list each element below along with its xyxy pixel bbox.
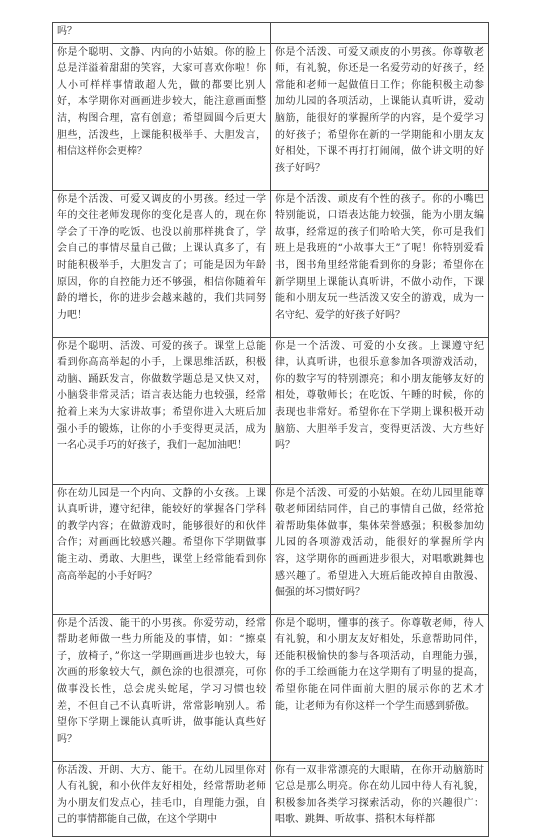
comment-table	[52, 22, 489, 837]
table-row	[53, 614, 489, 761]
table-cell: 你是个聪明、文静、内向的小姑娘。你的脸上总是洋溢着甜甜的笑容，大家可喜欢你啦！你人小可样样事情敢超人先，做的都要比别人好，本学期你对画画进步较大，能注意画面整洁，构图合理，富有创意；希望圆圆今后更大胆些，活泼些，上课能积极举手、大胆发言，相信这样你会更棒？	[53, 43, 271, 190]
table-row	[53, 484, 489, 614]
table-cell: 你是个活泼、能干的小男孩。你爱劳动，经常帮助老师做一些力所能及的事情，如：“擦桌子，放椅子，”你这一学期画画进步也较大，每次画的形象较大气，颜色涂的也很漂亮，可你做事没长性，总会虎头蛇尾，学习习惯也较差，不但自己不认真听讲，常常影响别人。希望你下学期上课能认真听讲，做事能认真些好吗？	[53, 614, 271, 761]
table-row	[53, 23, 489, 44]
table-row	[53, 43, 489, 190]
table-cell: 你是个聪明，懂事的孩子。你尊敬老师，待人有礼貌，和小朋友友好相处，乐意帮助同伴，还能积极愉快的参与各项活动，自理能力强，你的手工绘画能力在这学期有了明显的提高，希望你能在同伴面前大胆的展示你的艺术才能，让老师为有你这样一个学生而感到骄傲。	[271, 614, 489, 761]
table-cell: 你有一双非常漂亮的大眼睛，在你开动脑筋时它总是那么明亮。你在幼儿园中待人有礼貌，积极参加各类学习探索活动，你的兴趣很广：唱歌、跳舞、听故事、搭积木每样都	[271, 761, 489, 836]
table-row	[53, 337, 489, 484]
table-cell: 你是个活泼、可爱的小姑娘。在幼儿园里能尊敬老师团结同伴，自己的事情自己做，经常抢着帮助集体做事，集体荣誉感强；积极参加幼儿园的各项游戏活动，能很好的掌握所学内容，这学期你的画画进步很大，对唱歌跳舞也感兴趣了。希望进入大班后能改掉自由散漫、倔强的坏习惯好吗？	[271, 484, 489, 614]
table-row	[53, 761, 489, 836]
table-cell: 你在幼儿园是一个内向、文静的小女孩。上课认真听讲，遵守纪律，能较好的掌握各门学科的教学内容；在做游戏时，能够很好的和伙伴合作；对画画比较感兴趣。希望你下学期做事能主动、勇敢、大胆些，课堂上经常能看到你高高举起的小手好吗？	[53, 484, 271, 614]
table-row	[53, 190, 489, 337]
table-cell: 吗？	[53, 23, 271, 44]
table-cell: 你是一个活泼、可爱的小女孩。上课遵守纪律，认真听讲，也很乐意参加各项游戏活动，你的数字写的特别漂亮；和小朋友能够友好的相处，尊敬师长；在吃饭、午睡的时候，你的表现也非常好。希望你在下学期上课积极开动脑筋、大胆举手发言，变得更活泼、大方些好吗？	[271, 337, 489, 484]
table-cell	[271, 23, 489, 44]
table-cell: 你是个聪明、活泼、可爱的孩子。课堂上总能看到你高高举起的小手，上课思维活跃，积极动脑、踊跃发言，你做数学题总是又快又对，小脑袋非常灵活；语言表达能力也较强，经常抢着上来为大家讲故事；希望你进入大班后加强小手的锻炼，让你的小手变得更灵活，成为一名心灵手巧的好孩子，我们一起加油吧！	[53, 337, 271, 484]
table-cell: 你是个活泼、顽皮有个性的孩子。你的小嘴巴特别能说，口语表达能力较强，能为小朋友编故事，经常逗的孩子们哈哈大笑，你可是我们班上是我班的“小故事大王”了呢！你特别爱看书，图书角里经常能看到你的身影；希望你在新学期里上课能认真听讲，不做小动作，下课能和小朋友玩一些活泼又安全的游戏，成为一名守纪、爱学的好孩子好吗？	[271, 190, 489, 337]
table-cell: 你是个活泼、可爱又顽皮的小男孩。你尊敬老师，有礼貌，你还是一名爱劳动的好孩子，经常能和老师一起做值日工作；你能积极主动参加幼儿园的各项活动，上课能认真听讲，爱动脑筋，能很好的掌握所学的内容，是个爱学习的好孩子；希望你在新的一学期能和小朋友友好相处，下课不再打打闹闹，做个讲文明的好孩子好吗？	[271, 43, 489, 190]
table-cell: 你活泼、开朗、大方、能干。在幼儿园里你对人有礼貌，和小伙伴友好相处，经常帮助老师为小朋友们发点心，挂毛巾，自理能力强，自己的事情都能自己做，在这个学期中	[53, 761, 271, 836]
table-cell: 你是个活泼、可爱又调皮的小男孩。经过一学年的交往老师发现你的变化是喜人的，现在你学会了干净的吃饭、也没以前那样挑食了，学会自己的事情尽量自己做；上课认真多了，有时能积极举手，大胆发言了；可能是因为年龄原因，你的自控能力还不够强，相信你随着年龄的增长，你的进步会越来越的，我们共同努力吧！	[53, 190, 271, 337]
